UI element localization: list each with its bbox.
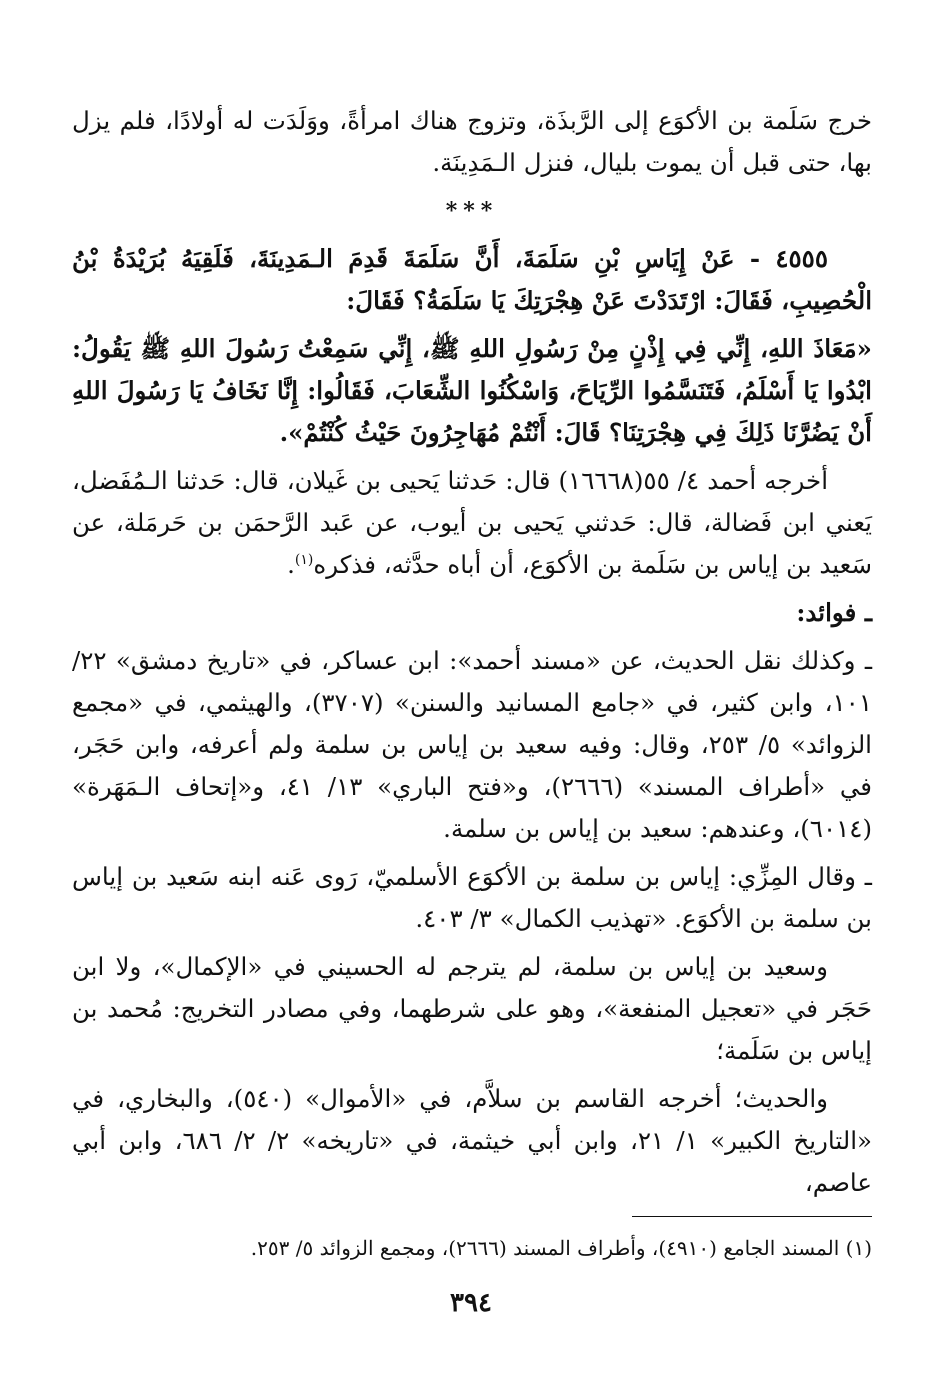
fawaid-paragraph-2: ـ وقال المِزِّي: إياس بن سلمة بن الأكوَع الأسلميّ، رَوى عَنه ابنه سَعيد بن إياس بن سلمة بن الأكوَع. «تهذيب الكمال» ٣/ ٤٠٣. <box>72 862 872 933</box>
hadith-heading: ٤٥٥٥ - عَنْ إِيَاسِ بْنِ سَلَمَةَ، أَنَّ سَلَمَةَ قَدِمَ الـمَدِينَةَ، فَلَقِيَهُ بُرَيْدَةُ بْنُ الْحُصِيبِ، فَقَالَ: ارْتَدَدْتَ عَنْ هِجْرَتِكَ يَا سَلَمَةُ؟ فَقَالَ: <box>72 244 872 315</box>
section-separator: *** <box>445 198 499 224</box>
footnote-marker[interactable]: (١) <box>294 551 314 568</box>
page-body <box>72 100 872 1271</box>
footnote-separator <box>632 1216 872 1217</box>
takhrij-end: . <box>287 550 295 579</box>
takhrij-paragraph <box>72 460 872 586</box>
intro-paragraph: خرج سَلَمة بن الأكوَع إلى الرَّبذَة، وتزوج هناك امرأةً، ووَلَدَت له أولادًا، فلم يزل بها، حتى قبل أن يموت بليال، فنزل الـمَدِينَة. <box>72 106 872 177</box>
footnote: (١) المسند الجامع (٤٩١٠)، وأطراف المسند (٢٦٦٦)، ومجمع الزوائد ٥/ ٢٥٣. <box>250 1236 872 1260</box>
fawaid-paragraph-3: وسعيد بن إياس بن سلمة، لم يترجم له الحسيني في «الإكمال»، ولا ابن حَجَر في «تعجيل المنفعة»، وهو على شرطهما، وفي مصادر التخريج: مُحمد بن إياس بن سَلَمة؛ <box>72 952 872 1065</box>
fawaid-paragraph-1: ـ وكذلك نقل الحديث، عن «مسند أحمد»: ابن عساكر، في «تاريخ دمشق» ٢٢/ ١٠١، وابن كثير، في «جامع المسانيد والسنن» (٣٧٠٧)، والهيثمي، في «مجمع الزوائد» ٥/ ٢٥٣، وقال: وفيه سعيد بن إياس بن سلمة ولم أعرفه، وابن حَجَر، في «أطراف المسند» (٢٦٦٦)، و«فتح الباري» ١٣/ ٤١، و«إتحاف الـمَهَرة» (٦٠١٤)، وعندهم: سعيد بن إياس بن سلمة. <box>72 646 873 843</box>
takhrij-text: أخرجه أحمد ٤/ ٥٥(١٦٦٦٨) قال: حَدثنا يَحيى بن غَيلان، قال: حَدثنا الـمُفَضل، يَعني ابن فَضالة، قال: حَدثني يَحيى بن أيوب، عن عَبد الرَّحمَن بن حَرمَلة، عن سَعيد بن إياس بن سَلَمة بن الأكوَع، أن أباه حدَّثه، فذكره <box>72 466 872 579</box>
page-number: ٣٩٤ <box>450 1288 492 1318</box>
hadith-text: «مَعَاذَ اللهِ، إِنِّي فِي إِذْنٍ مِنْ رَسُولِ اللهِ ﷺ، إِنِّي سَمِعْتُ رَسُولَ اللهِ ﷺ يَقُولُ: ابْدُوا يَا أَسْلَمُ، فَتَنَسَّمُوا الرِّيَاحَ، وَاسْكُنُوا الشِّعَابَ، فَقَالُوا: إِنَّا نَخَافُ يَا رَسُولَ اللهِ أَنْ يَضُرَّنَا ذَلِكَ فِي هِجْرَتِنَا؟ قَالَ: أَنْتُمْ مُهَاجِرُونَ حَيْثُ كُنْتُمْ». <box>72 334 872 447</box>
fawaid-heading: ـ فوائد: <box>796 598 872 627</box>
fawaid-paragraph-4: والحديث؛ أخرجه القاسم بن سلاَّم، في «الأموال» (٥٤٠)، والبخاري، في «التاريخ الكبير» ١/ ٢١، وابن أبي خيثمة، في «تاريخه» ٢/ ٢/ ٦٨٦، وابن أبي عاصم، <box>72 1084 872 1197</box>
